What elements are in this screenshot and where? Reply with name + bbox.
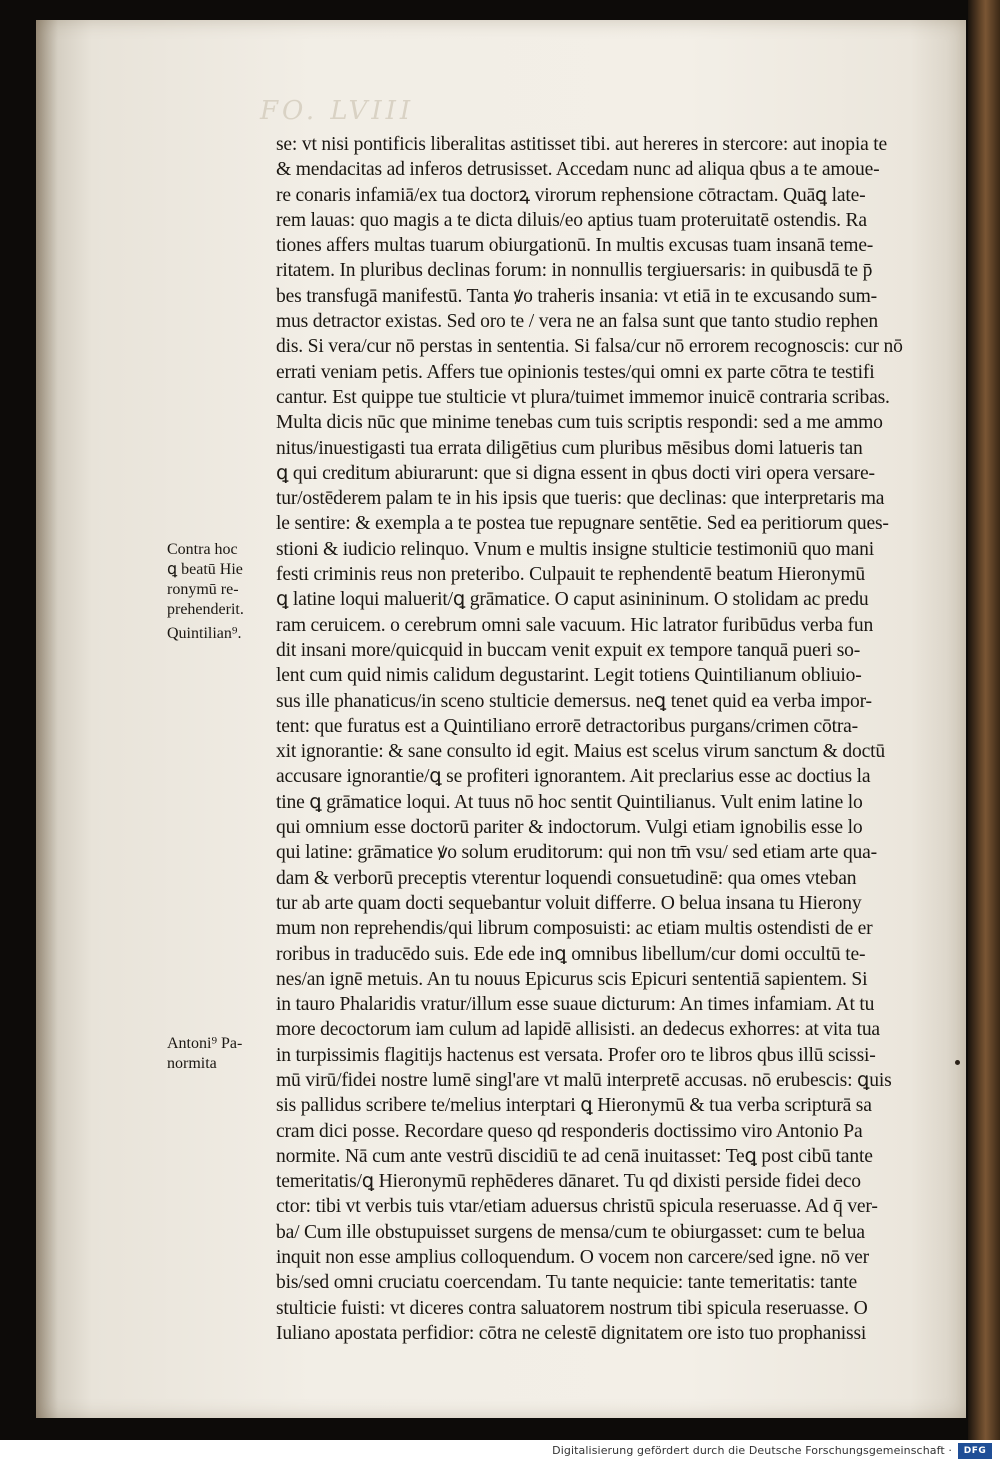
- text-line: Multa dicis nūc que minime tenebas cum tuis scriptis respondi: sed a me ammo: [276, 412, 883, 434]
- text-line: in tauro Phalaridis vratur/illum esse suaue dicturum: An times infamiam. At tu: [276, 994, 875, 1016]
- text-line: dit insani more/quicquid in buccam venit expuit ex tempore tanquā pueri so-: [276, 639, 861, 661]
- marginal-line: prehenderit.: [167, 601, 244, 618]
- text-line: inquit non esse amplius colloquendum. O vocem non carcere/sed igne. nō ver: [276, 1247, 869, 1269]
- text-line: rem lauas: quo magis a te dicta diluis/eo aptius tuam proteruitatē ostendis. Ra: [276, 209, 867, 231]
- text-line: ꝗ latine loqui maluerit/ꝗ grāmatice. O caput asinininum. O stolidam ac predu: [276, 589, 869, 611]
- text-line: lent cum quid nimis calidum degustarint. Legit totiens Quintilianum obliuio-: [276, 665, 862, 687]
- text-line: re conaris infamiā/ex tua doctorꝝ virorum rephensione cōtractam. Quāꝗ late-: [276, 184, 866, 206]
- text-line: tur ab arte quam docti sequebantur voluit differre. O belua insana tu Hierony: [276, 892, 862, 914]
- text-line: ctor: tibi vt verbis tuis vtar/etiam aduersus christū spicula reseruasse. Ad q̄ ver-: [276, 1196, 878, 1218]
- text-line: ram ceruicem. o cerebrum omni sale vacuum. Hic latrator furibūdus verba fun: [276, 614, 874, 636]
- marginal-line: Contra hoc: [167, 541, 238, 558]
- text-line: more decoctorum iam culum ad lapidē allisisti. an dedecus exhorres: at vita tua: [276, 1019, 880, 1041]
- text-line: se: vt nisi pontificis liberalitas astitisset tibi. aut hereres in stercore: aut inopia te: [276, 134, 888, 155]
- text-line: stioni & iudicio relinquo. Vnum e multis insigne stulticie testimoniū quo mani: [276, 538, 874, 560]
- marginal-line: ronymū re-: [167, 581, 239, 598]
- text-line: in turpissimis flagitijs hactenus est versata. Profer oro te libros qbus illū scissi-: [276, 1044, 876, 1066]
- marginal-line: normita: [167, 1055, 217, 1072]
- text-line: bes transfugā manifestū. Tanta ꝟo traheris insania: vt etiā in te excusando sum-: [276, 285, 877, 307]
- book-page-edges: [968, 0, 1000, 1440]
- text-line: mū virū/fidei nostre lumē singl'are vt malū interpretē accusas. nō erubescis: ꝗuis: [276, 1069, 892, 1091]
- text-line: roribus in traducēdo suis. Ede ede inꝗ omnibus libellum/cur domi occultū te-: [276, 943, 866, 965]
- marginal-note-quintilian: [167, 624, 241, 644]
- main-text-block: [276, 132, 966, 1346]
- text-line: errati veniam petis. Affers tue opinionis testes/qui omni ex parte cōtra te testifi: [276, 361, 875, 383]
- text-line: mus detractor existas. Sed oro te / vera ne an falsa sunt que tanto studio rephen: [276, 311, 878, 333]
- gutter-shadow: [36, 20, 58, 1418]
- text-line: stulticie fuisti: vt diceres contra saluatorem nostrum tibi spicula reseruasse. O: [276, 1297, 868, 1319]
- text-line: sus ille phanaticus/in sceno stulticie demersus. neꝗ tenet quid ea verba impor-: [276, 690, 872, 712]
- text-line: qui latine: grāmatice ꝟo solum eruditorum: qui non tm̄ vsu/ sed etiam arte qua-: [276, 842, 877, 864]
- text-line: cram dici posse. Recordare queso qd responderis doctissimo viro Antonio Pa: [276, 1120, 863, 1142]
- text-line: xit ignorantie: & sane consulto id egit. Maius est scelus virum sanctum & doctū: [276, 741, 885, 763]
- text-line: le sentire: & exempla a te postea tue repugnare sentētie. Sed ea peritiorum ques-: [276, 513, 889, 535]
- text-line: accusare ignorantie/ꝗ se profiteri ignorantem. Ait preclarius esse ac doctius la: [276, 766, 871, 788]
- text-line: ba/ Cum ille obstupuisset surgens de mensa/cum te obiurgasset: cum te belua: [276, 1221, 865, 1243]
- text-line: festi criminis reus non preteribo. Culpauit te rephendentē beatum Hieronymū: [276, 564, 865, 586]
- dfg-logo: DFG: [958, 1443, 992, 1459]
- text-line: ritatem. In pluribus declinas forum: in nonnullis tergiuersaris: in quibusdā te p̄: [276, 260, 873, 282]
- text-line: nitus/inuestigasti tua errata diligētius cum pluribus mēsibus domi latueris tan: [276, 437, 863, 459]
- ink-spot: [955, 1060, 960, 1065]
- text-line: tiones affers multas tuarum obiurgationū. In multis excusas tuam insanā teme-: [276, 235, 874, 257]
- text-line: Iuliano apostata perfidior: cōtra ne celestē dignitatem ore isto tuo prophanissi: [276, 1322, 867, 1344]
- marginal-line: ꝗ beatū Hie: [167, 561, 243, 578]
- text-line: dam & verborū preceptis vterentur loquendi consuetudinē: qua omes vteban: [276, 867, 857, 889]
- text-line: bis/sed omni cruciatu coercendam. Tu tante nequicie: tante temeritatis: tante: [276, 1272, 857, 1294]
- marginal-line: Antoni⁹ Pa-: [167, 1035, 243, 1052]
- text-line: ꝗ qui creditum abiurarunt: que si digna essent in qbus docti viri opera versare-: [276, 462, 875, 484]
- text-line: tur/ostēderem palam te in his ipsis que tueris: que declinas: que interpretaris ma: [276, 488, 885, 510]
- text-line: dis. Si vera/cur nō perstas in sententia. Si falsa/cur nō errorem recognoscis: cur nō: [276, 336, 903, 358]
- text-line: sis pallidus scribere te/melius interptari ꝗ Hieronymū & tua verba scripturā sa: [276, 1095, 872, 1117]
- marginal-note-antonius: [167, 1034, 242, 1074]
- text-line: & mendacitas ad inferos detrusisset. Accedam nunc ad aliqua qbus a te amoue-: [276, 159, 880, 181]
- text-line: nes/an ignē metuis. An tu nouus Epicurus scis Epicuri sententiā sapientem. Si: [276, 968, 868, 990]
- text-line: qui omnium esse doctorū pariter & indoctorum. Vulgi etiam ignobilis esse lo: [276, 817, 863, 839]
- text-line: tine ꝗ grāmatice loqui. At tuus nō hoc sentit Quintilianus. Vult enim latine lo: [276, 791, 863, 813]
- digitization-credit: Digitalisierung gefördert durch die Deutsche Forschungsgemeinschaft ·: [552, 1444, 952, 1457]
- text-line: mum non reprehendis/qui librum composuisti: ac etiam multis ostendisti de er: [276, 918, 873, 940]
- text-line: cantur. Est quippe tue stulticie vt plura/tuimet immemor inuicē contraria scribas.: [276, 386, 890, 408]
- folio-number: FO. LVIII: [260, 96, 415, 126]
- marginal-note-hieronymus: [167, 540, 244, 620]
- text-line: normite. Nā cum ante vestrū discidiū te ad cenā inuitasset: Teꝗ post cibū tante: [276, 1145, 873, 1167]
- text-line: tent: que furatus est a Quintiliano errorē detractoribus purgans/crimen cōtra-: [276, 715, 858, 737]
- marginal-line: Quintilian⁹.: [167, 625, 242, 642]
- text-line: temeritatis/ꝗ Hieronymū rephēderes dānaret. Tu qd dixisti perside fidei deco: [276, 1171, 861, 1193]
